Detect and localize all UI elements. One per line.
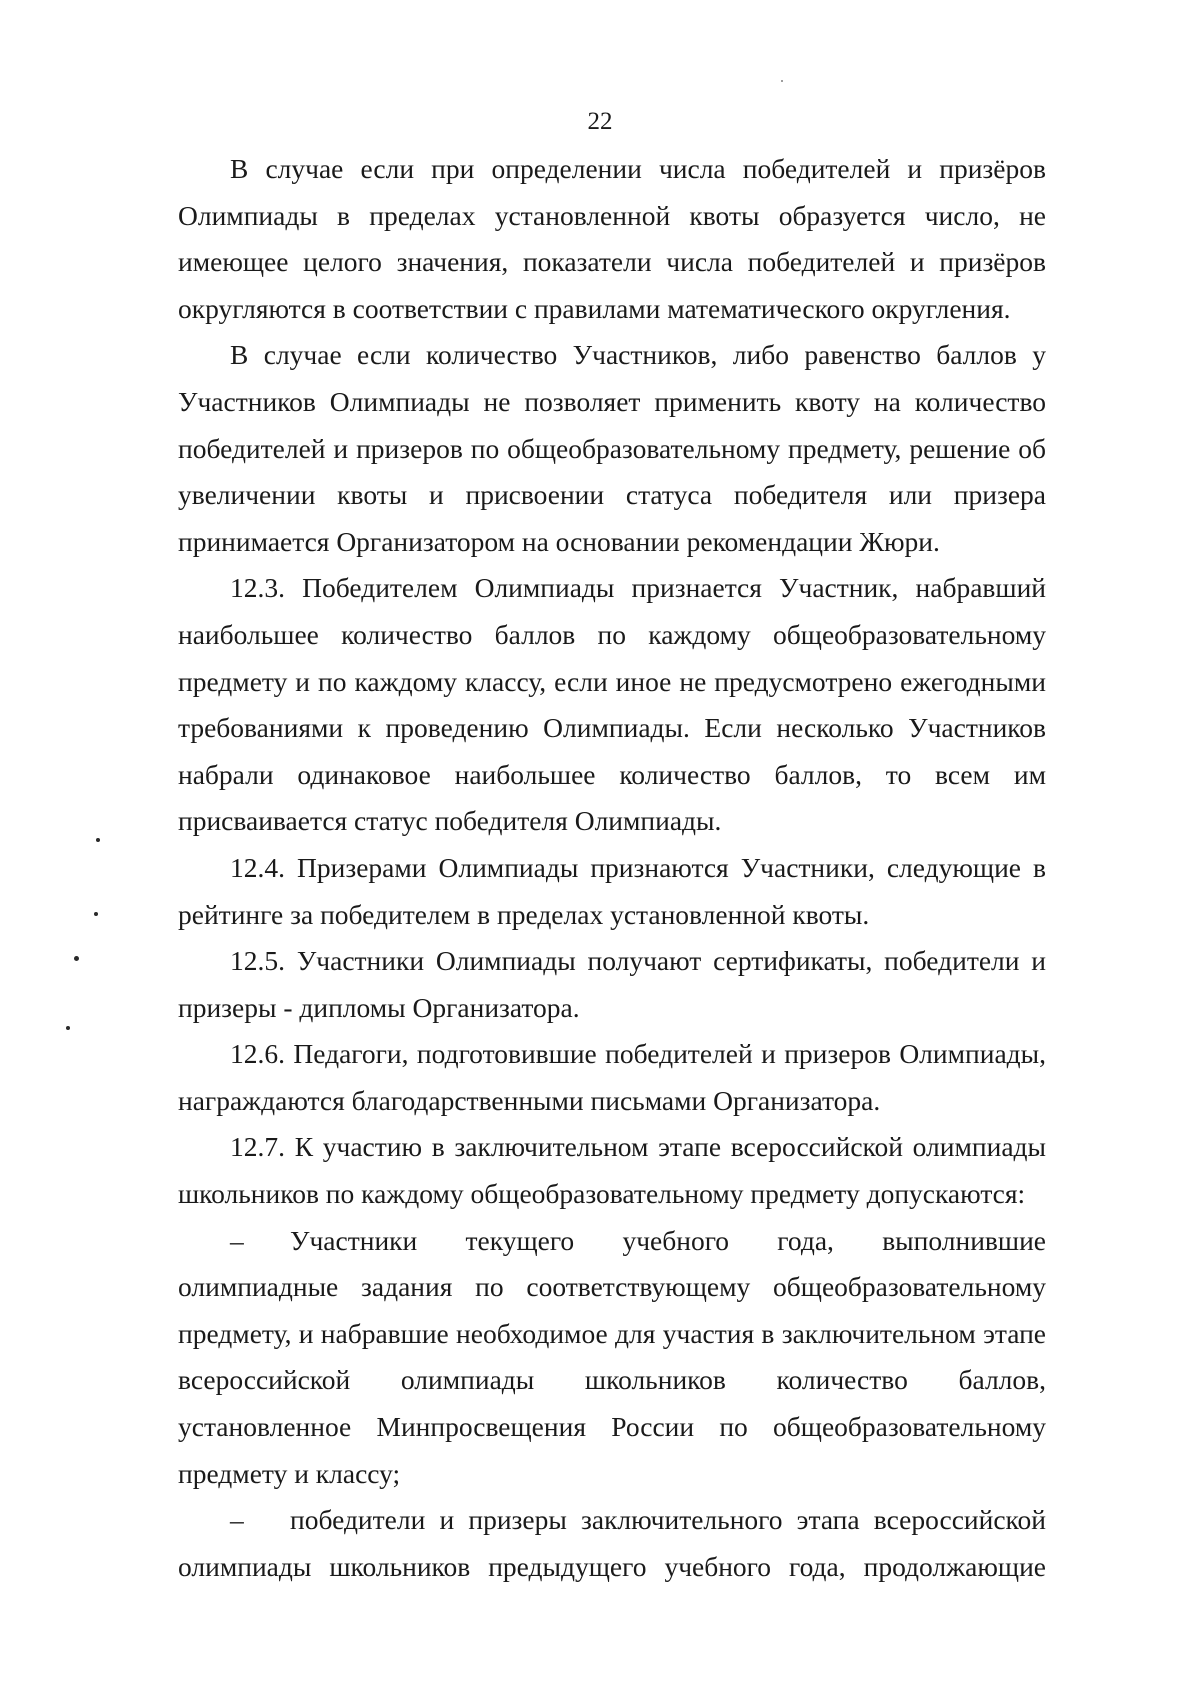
paragraph-text: К участию в заключительном этапе всероссийской олимпиады школьников по каждому общеобразовательному предмету допускаются: [178,1131,1046,1210]
paragraph-12-4 [178,845,1046,938]
paragraph-text: Призерами Олимпиады признаются Участники, следующие в рейтинге за победителем в пределах установленной квоты. [178,851,1046,930]
paragraph-12-7 [178,1124,1046,1217]
paragraph-text: Участники Олимпиады получают сертификаты, победители и призеры - дипломы Организатора. [178,945,1047,1023]
clause-number: 12.7. [230,1131,285,1163]
paragraph-quota-increase [178,332,1046,565]
scan-speck [96,838,100,842]
clause-number: 12.4. [230,851,285,883]
scan-speck [66,1026,70,1030]
list-item-text: победители и призеры заключительного этапа всероссийской олимпиады школьников предыдущего учебного года, продолжающие [178,1504,1046,1582]
list-item-text: Участники текущего учебного года, выполнившие олимпиадные задания по соответствующему общеобразовательному предмету, и набравшие необходимое для участия в заключительном этапе всероссийской олимпиады школьников количество баллов, установленное Минпросвещения России по общеобразовательному предмету и классу; [178,1224,1046,1489]
paragraph-text: Педагоги, подготовившие победителей и призеров Олимпиады, награждаются благодарственными письмами Организатора. [178,1038,1047,1116]
paragraph-12-6 [178,1031,1046,1124]
document-body [178,146,1046,1590]
clause-number: 12.3. [230,572,285,604]
list-item [178,1218,1046,1498]
paragraph-text: В случае если при определении числа победителей и призёров Олимпиады в пределах установленной квоты образуется число, не имеющее целого значения, показатели числа победителей и призёров округляются в соответствии с правилами математического округления. [178,153,1046,324]
dash-marker: – [230,1224,244,1256]
clause-number: 12.6. [230,1038,285,1070]
page-number: 22 [587,108,613,135]
paragraph-quota-rounding [178,146,1046,332]
paragraph-12-3 [178,565,1046,845]
scan-speck [74,956,79,961]
paragraph-12-5 [178,938,1046,1031]
list-item [178,1497,1046,1590]
scan-speck [94,912,98,916]
paragraph-text: Победителем Олимпиады признается Участник, набравший наибольшее количество баллов по каждому общеобразовательному предмету и по каждому классу, если иное не предусмотрено ежегодными требованиями к проведению Олимпиады. Если несколько Участников набрали одинаковое наибольшее количество баллов, то всем им присваивается статус победителя Олимпиады. [178,572,1047,837]
scan-speck [781,80,783,82]
dash-marker: – [230,1504,244,1536]
clause-number: 12.5. [230,945,285,977]
paragraph-text: В случае если количество Участников, либо равенство баллов у Участников Олимпиады не позволяет применить квоту на количество победителей и призеров по общеобразовательному предмету, решение об увеличении квоты и присвоении статуса победителя или призера принимается Организатором на основании рекомендации Жюри. [178,339,1046,557]
